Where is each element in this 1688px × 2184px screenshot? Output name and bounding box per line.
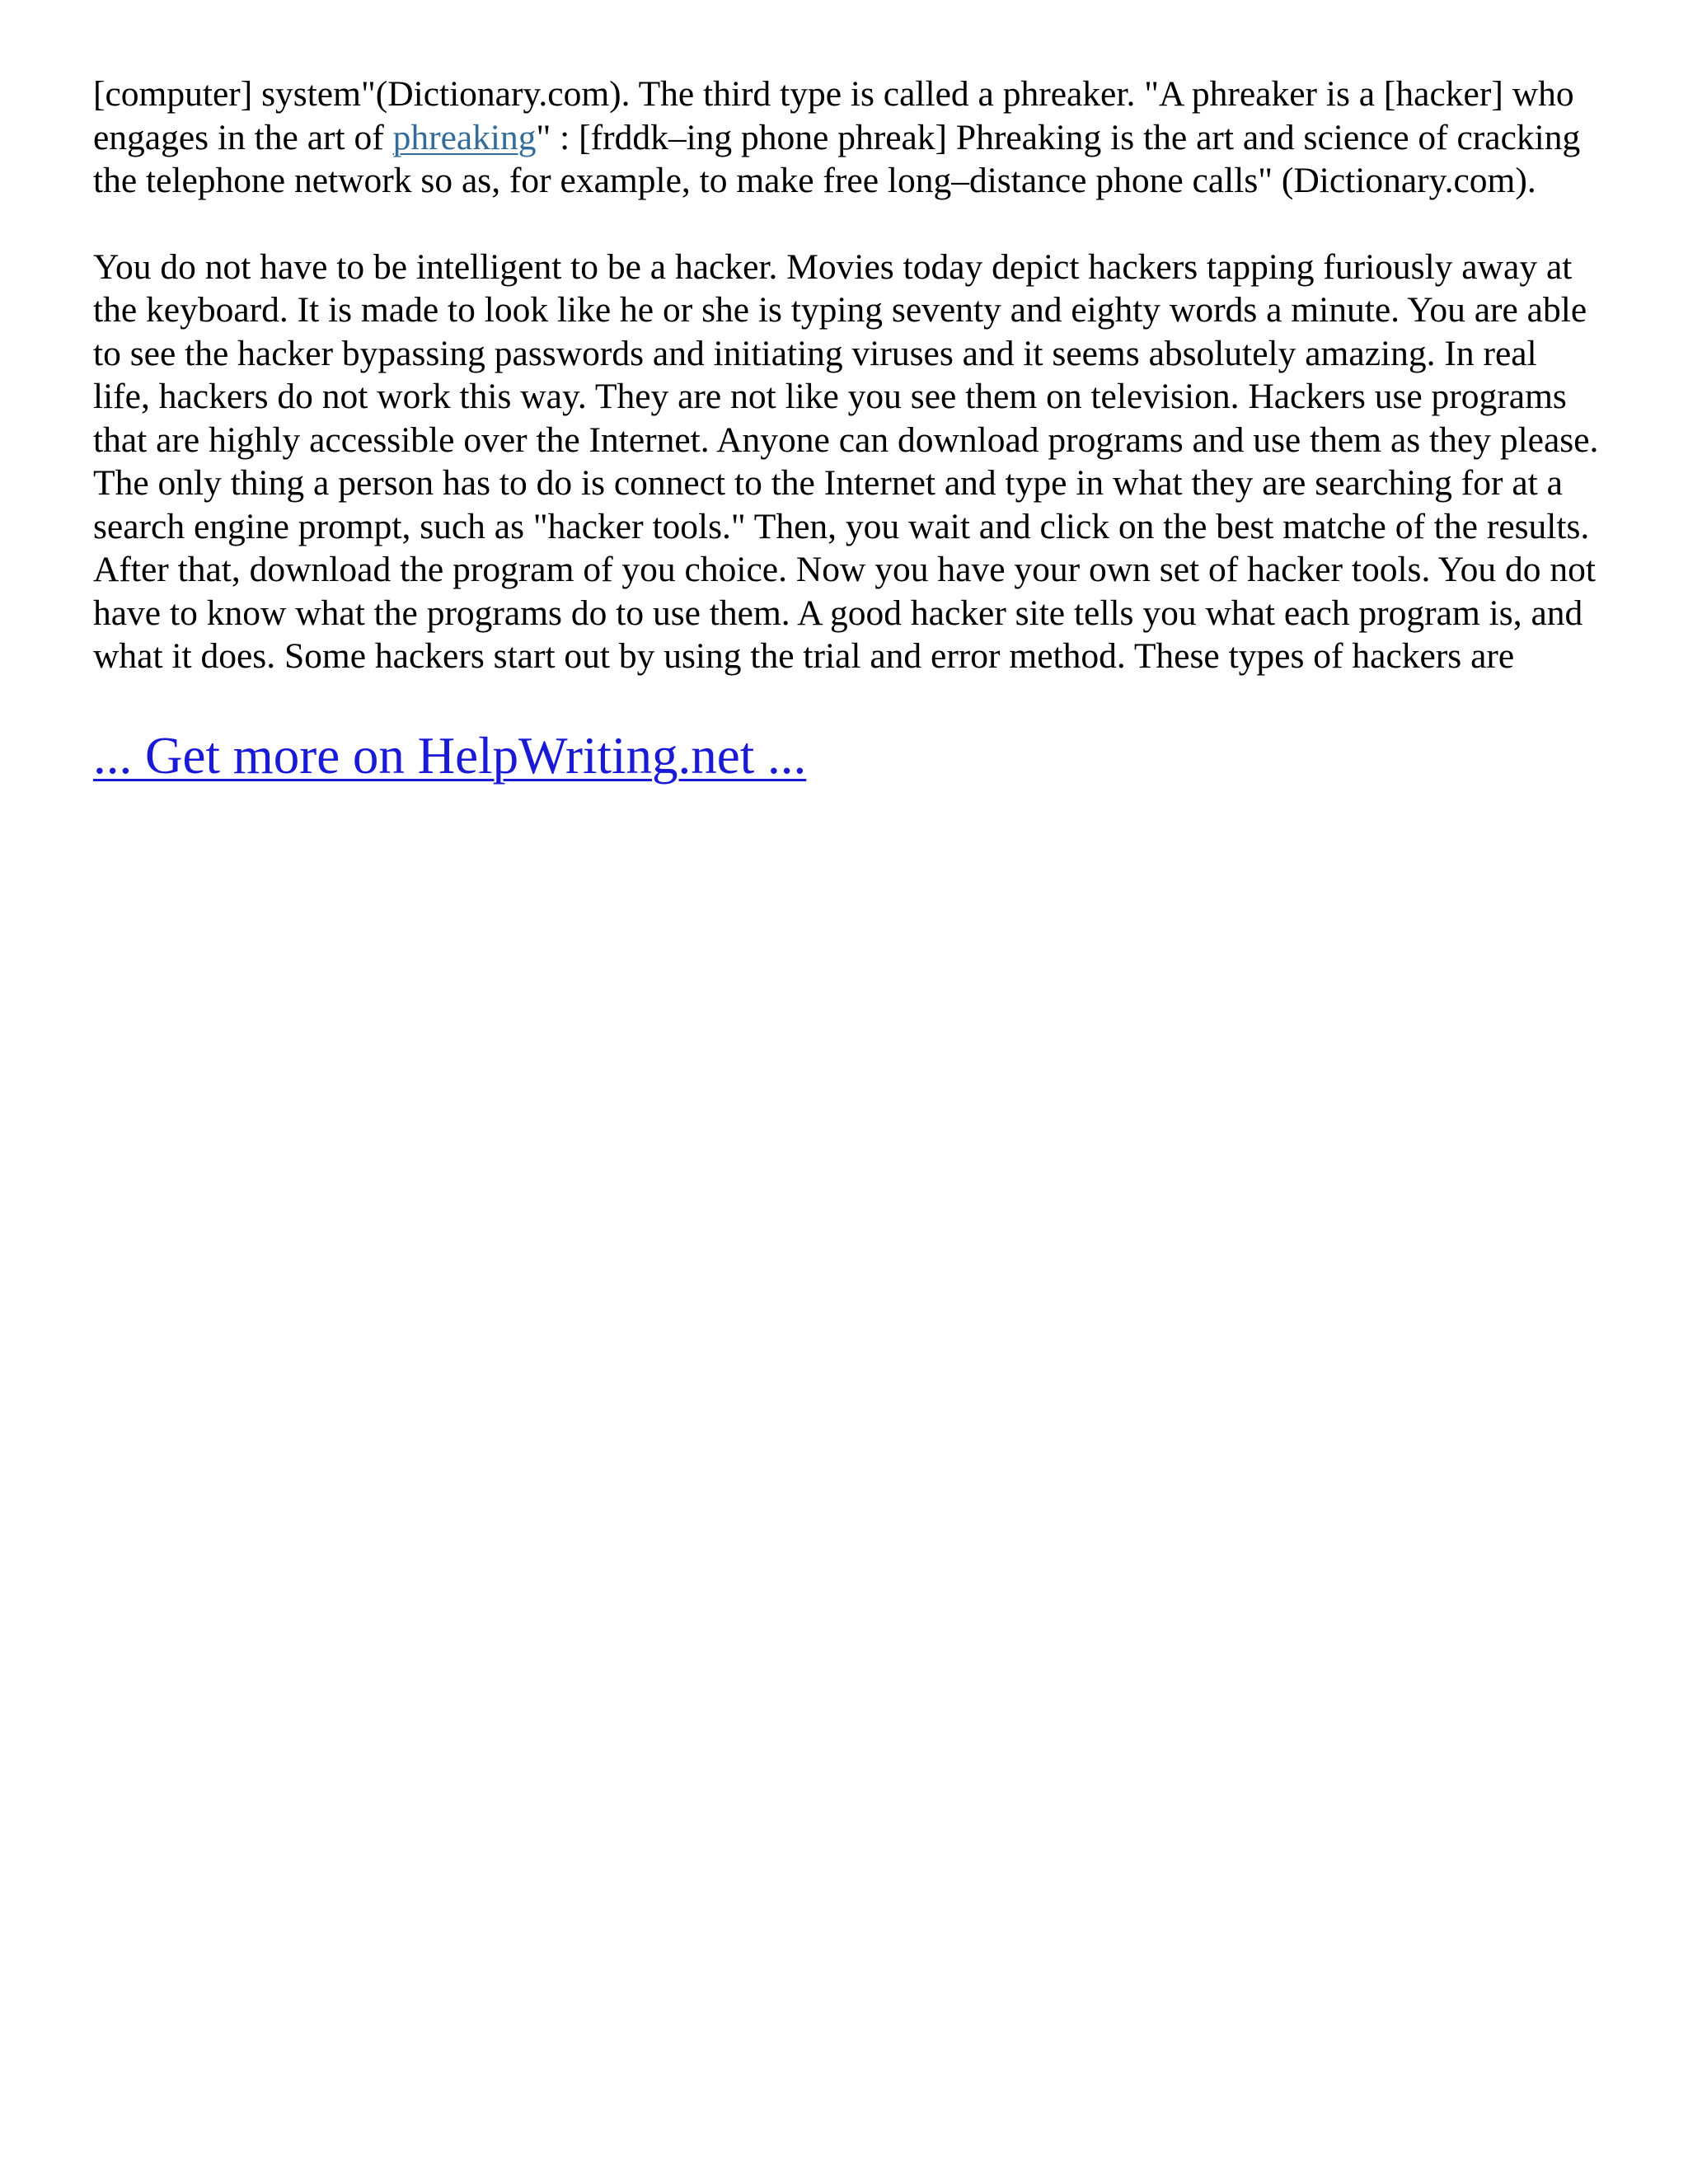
paragraph-phreaker-text-start: [computer] system"(Dictionary.com). The third type is called a phreaker. "A phreaker is a [hacker] who engages in the art of [93, 74, 1574, 157]
paragraph-hacker-tools: You do not have to be intelligent to be a hacker. Movies today depict hackers tapping furiously away at the keyboard. It is made to look like he or she is typing seventy and eighty words a minute. You are able to see the hacker bypassing passwords and initiating viruses and it seems absolutely amazing. In real life, hackers do not work this way. They are not like you see them on television. Hackers use programs that are highly accessible over the Internet. Anyone can download programs and use them as they please. The only thing a person has to do is connect to the Internet and type in what they are searching for at a search engine prompt, such as "hacker tools." Then, you wait and click on the best matche of the results. After that, download the program of you choice. Now you have your own set of hacker tools. You do not have to know what the programs do to use them. A good hacker site tells you what each program is, and what it does. Some hackers start out by using the trial and error method. These types of hackers are [93, 246, 1599, 676]
get-more-link[interactable]: ... Get more on HelpWriting.net ... [93, 726, 807, 785]
phreaking-link[interactable]: phreaking [392, 117, 537, 157]
document-body [93, 73, 1601, 785]
paragraph-phreaker [93, 73, 1601, 203]
paragraph-phreaker-text-end: " : [frddk–ing phone phreak] Phreaking is the art and science of cracking the telephone network so as, for example, to make free long–distance phone calls" (Dictionary.com). [93, 117, 1581, 200]
